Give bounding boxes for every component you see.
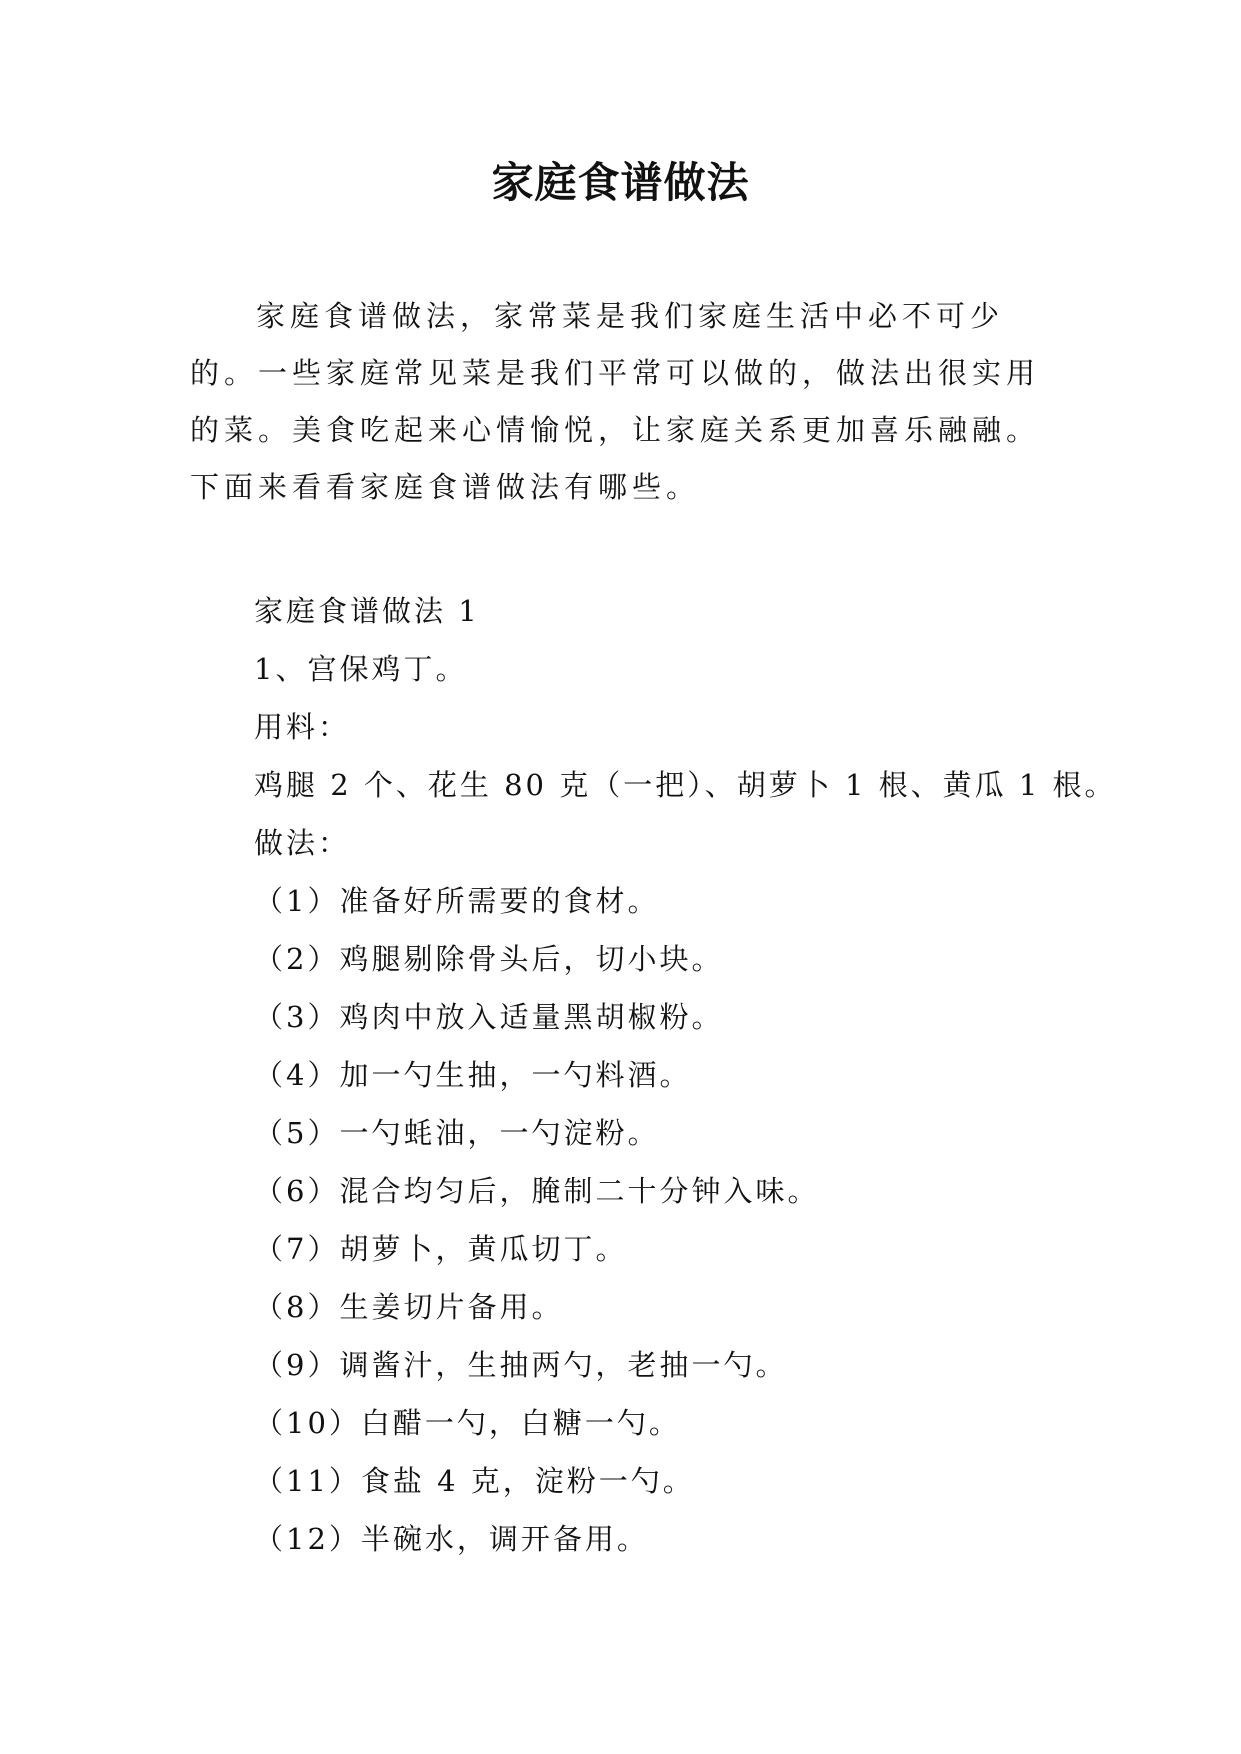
ingredients-text: 鸡腿 2 个、花生 80 克（一把）、胡萝卜 1 根、黄瓜 1 根。	[254, 768, 1117, 802]
intro-paragraph: 家庭食谱做法，家常菜是我们家庭生活中必不可少的。一些家庭常见菜是我们平常可以做的，做法出很实用的菜。美食吃起来心情愉悦，让家庭关系更加喜乐融融。下面来看看家庭食谱做法有哪些。	[190, 299, 1041, 504]
ingredients-label: 用料：	[254, 710, 351, 744]
step-item: （1）准备好所需要的食材。	[254, 884, 660, 918]
recipe-section	[254, 582, 1117, 1568]
step-item: （6）混合均匀后，腌制二十分钟入味。	[254, 1174, 820, 1208]
step-item: （7）胡萝卜，黄瓜切丁。	[254, 1232, 628, 1266]
step-item: （12）半碗水，调开备用。	[254, 1522, 649, 1556]
step-item: （10）白醋一勺，白糖一勺。	[254, 1406, 681, 1440]
step-item: （9）调酱汁，生抽两勺，老抽一勺。	[254, 1348, 788, 1382]
step-item: （4）加一勺生抽，一勺料酒。	[254, 1058, 692, 1092]
step-item: （11）食盐 4 克，淀粉一勺。	[254, 1464, 695, 1498]
step-item: （2）鸡腿剔除骨头后，切小块。	[254, 942, 724, 976]
step-item: （5）一勺蚝油，一勺淀粉。	[254, 1116, 660, 1150]
step-item: （8）生姜切片备用。	[254, 1290, 564, 1324]
document-title: 家庭食谱做法	[491, 158, 750, 207]
step-item: （3）鸡肉中放入适量黑胡椒粉。	[254, 1000, 724, 1034]
steps-list	[254, 872, 1084, 1568]
method-label: 做法：	[254, 826, 351, 860]
section-heading: 家庭食谱做法 1	[254, 594, 480, 628]
dish-title: 1、宫保鸡丁。	[254, 652, 468, 686]
